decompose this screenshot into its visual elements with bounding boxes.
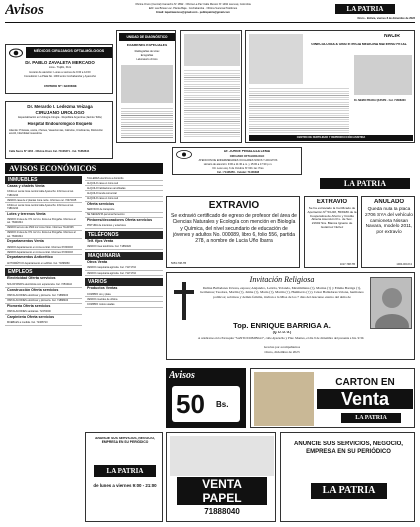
- urologist-details: Atiende: Próstata, uretra, riñones, Vasectomías, Cálculos, Urodinamia, Disfunción eréctil, Infertilidad masculina: [9, 129, 103, 136]
- venta-label: VENTA: [177, 477, 267, 491]
- subcategory-plomeria: Plomería Oferta servicios: [7, 303, 51, 308]
- anulado-ad: [361, 196, 415, 268]
- classified-ad: VENDO maquinaria agrícola. Cel. 71171710: [85, 266, 163, 271]
- classified-ad: CASA en venta zona central calle Ayacucho. Informes al cel. 71816244: [5, 203, 82, 211]
- extravio-small-title: EXTRAVÍO: [316, 199, 348, 205]
- fertility-banner: CENTRO DE FERTILIDAD Y REPRODUCCIÓN ASISTIDA: [249, 135, 413, 141]
- oftalmo-doctor: Dr. PABLO ZAVALETA MERCADO: [25, 60, 95, 65]
- oftalmo-hours: Horario de atención: Lunes a viernes de 9:30 a 12:00: [29, 71, 91, 74]
- avisos-price-promo: [166, 368, 246, 428]
- classified-ad: ALQUILO casa en zona sud: [85, 181, 163, 186]
- doctor-specialty: CIRUJANO OFTALMÓLOGO: [229, 155, 265, 158]
- extravio-ref: 5053-708-TB: [171, 262, 187, 265]
- classified-ad: ALQUILO habitaciones amobladas: [85, 186, 163, 191]
- category-empleos: EMPLEOS: [5, 268, 82, 276]
- price-value: 50: [176, 389, 205, 419]
- anulado-ref: 1000-000-8-3: [396, 263, 412, 266]
- price-tag: [172, 386, 240, 422]
- col2-oferta-servicios: Oferta servicios: [87, 201, 115, 206]
- nacir-brand: NACIR: [384, 34, 400, 39]
- gyneco-photo: [184, 34, 240, 66]
- col2-otros-venta: Otros Venta: [87, 259, 108, 264]
- extravio-small-ad: [304, 196, 358, 268]
- classified-ad: ALQUILO casa en zona sud: [85, 197, 163, 202]
- cross-icon: [172, 281, 196, 321]
- deceased-name: Top. ENRIQUE BARRIGA A.: [233, 322, 331, 330]
- papel-phone: 71888040: [204, 507, 240, 516]
- subcategory-carpinteria: Carpintería Oferta servicios: [7, 314, 55, 319]
- header-branch: Edif. Las Brisas Loc. Planta Baja · Cochabamba · Oficina Sucursal Teléfonos: [148, 7, 238, 10]
- subcategory-anticretico: Departamentos Anticrético: [7, 255, 53, 260]
- oftalmo-city: Lima - Trujillo, Perú: [48, 66, 72, 69]
- category-maquinaria: MAQUINARIA: [85, 252, 163, 260]
- carton-brand: [341, 413, 401, 423]
- classified-ad: PINTURA de interiores y exteriores: [85, 224, 163, 229]
- brand-logo-header: [335, 4, 395, 14]
- carton-text-1: CARTÓN EN: [335, 377, 395, 388]
- subcategory-lotes: Lotes y terrenos Venta: [7, 211, 46, 216]
- urologist-ad: [5, 101, 113, 159]
- lab-ad: [116, 30, 176, 143]
- invitacion-body: Delina Balladares Uriona, esposa; Alejandro, Leticia, Yolanda, Maximiliana (†), Marina (†) y Emma Barriga (†), hermanos; Teodora, Marlin (†), Jaime (†), María (†), Martín (†), Humberto (†) y César Balladares Uriona, hermanos políticos; sobrinos y demás familia, invitan a la Misa de los 7 días del descanso eterno del alma de: [200, 286, 364, 299]
- promo-right: [280, 432, 415, 522]
- brand-name: LA PATRIA: [343, 179, 387, 188]
- lab-line: EXAMENES ESPECIALES: [126, 44, 168, 47]
- subcategory-casas: Casas y chalets Venta: [7, 184, 45, 188]
- category-inmuebles: INMUEBLES: [5, 176, 82, 184]
- lab-line: Ecografías: [140, 54, 154, 57]
- urologist-hospital: Hospital Endourológico Esquelo: [27, 122, 93, 126]
- brand-name: LA PATRIA: [322, 485, 376, 496]
- subcategory-departamentos: Departamentos Venta: [7, 239, 44, 244]
- carton-text-2: Venta: [317, 389, 413, 409]
- lab-line: Laboratorio clínico: [136, 58, 158, 61]
- doctor-line: Dir. Leon esq. 6 de Octubre Nº 631 1er. Piso: [212, 167, 264, 170]
- subcategory-electricidad: Electricidad Oferta servicios: [7, 276, 56, 281]
- lab-line: Radiografías de tórax: [134, 50, 160, 53]
- anulado-text: Queda nula la placa 2706 SYA del vehículo camioneta Nissan Navara, modelo 2011, por extravío: [365, 207, 413, 235]
- classified-ad: VENDO departamento en zona central. Informes 67200003: [5, 250, 82, 255]
- fertility-contact: Dr. NEMO PRADA QUISPE · Cel. 71808330: [354, 99, 406, 102]
- col2-productos: Productos Ventas: [87, 286, 118, 291]
- classified-ad: INSTALACIONES eléctricas y plomería. Cel. 71888400: [5, 293, 82, 298]
- classified-ad: ANTICRÉTICO departamento en edificio. Cel. 71896660: [5, 261, 82, 266]
- brand-name: LA PATRIA: [106, 467, 144, 475]
- header-email: Email: lapatriaavisos@gmail.com · publicpatria@gmail.com: [156, 11, 230, 14]
- promo-text: ANUNCIE SUS SERVICIOS, NEGOCIO, EMPRESA EN SU PERIÓDICO: [95, 437, 155, 444]
- classified-ad: VENDO 2 lotes de 371 m2 c/u. Zona La Pongaña. Informes al cel. 78400344: [5, 231, 82, 239]
- classified-ad: INSTALACIONES sanitarias. 72470000: [5, 310, 82, 315]
- extravio-main-ad: [166, 196, 300, 268]
- papel-label: PAPEL: [177, 491, 267, 505]
- classified-ad: MUEBLES a medida. Cel. 72468710: [5, 321, 82, 326]
- extravio-small-text: Se ha extraviado la Certificado de Aportación Nº 5/1/28, 55/8180 de la Cooperativa de Ahorro y Crédito Abierta Asunción R.L. de Soc. 21602 Sra. Blanca Ignacio de Gutiérrez Nuñez: [307, 207, 357, 229]
- brand-name: LA PATRIA: [355, 415, 387, 421]
- invitacion-detail: A celebrarse en la Parroquia "SANTO DOMINGO", calle Ayacucho y Plaz. Montes, el día 9 de diciembre del presente a hrs. 9:30.: [197, 336, 365, 340]
- promo-brand: [311, 483, 387, 499]
- classified-ad: COMPRO oro y plata: [85, 292, 163, 297]
- extravio-small-ref: 1017-798-TB: [339, 263, 355, 266]
- lab-title: UNIDAD DE DIAGNÓSTICO: [119, 33, 175, 41]
- fertility-photo-2: [354, 55, 412, 95]
- lab-footer-text: [121, 107, 173, 139]
- eye-icon: [9, 48, 23, 58]
- price-unit: Bs.: [216, 400, 229, 409]
- classified-ad: VENDO terreno de 2500 m2 zona Vinto. Informes 71141545: [5, 226, 82, 231]
- classified-ad: SOLICITAMOS electricista con experiencia. Cel. 72534110: [5, 282, 82, 287]
- venta-papel-ad: [166, 432, 276, 522]
- promo-left: [85, 432, 163, 522]
- deceased-qddg: (Q. D. D. G.): [272, 331, 292, 334]
- classified-ad: INSTALACIONES eléctricas y plomería. Cel. 71888400: [5, 299, 82, 304]
- classified-ad: COMPRO motos usadas: [85, 302, 163, 307]
- brand-name: LA PATRIA: [346, 5, 384, 13]
- invitacion-ad: [166, 272, 415, 360]
- invitacion-title: Invitación Religiosa: [249, 275, 315, 284]
- avisos-promo-label: Avisos: [169, 370, 195, 381]
- extravio-text: Se extravió certificado de egreso de profesor del área de Ciencias Naturales y Ecología con mención en Biología y Química, del nivel secundario de educación de jóvenes y adultos No. 000089, libro 6, folio 556, partida 278, a nombre de Lucia Uño Ibarra: [171, 213, 297, 244]
- ophthalmologist-ad: [5, 44, 113, 94]
- col2-telf-fijos: Telf. fijos Venta: [87, 238, 114, 243]
- urologist-subtitle: Especialización en Urología Cirugía · República Argentina (Jacinto Tolfa): [18, 116, 102, 119]
- promo-brand: [94, 465, 156, 477]
- gyneco-ad: [180, 30, 242, 143]
- fertility-title: GINECOLOGÍA & OBSTETRICIA MEDICINA MATERNO FETAL: [311, 43, 407, 46]
- fertility-text-block: [249, 87, 349, 133]
- classified-ad: CASA en venta zona central calle Ayacucho. Informes al cel. 71816244: [5, 190, 82, 198]
- oftalmo-consult: Consultorio: La Plata No. 1000 entre Cochabamba y Ayacucho: [23, 75, 97, 78]
- carton-photo: [254, 372, 314, 426]
- classified-ad: VENDO departamento en zona central. Informes 67200003: [5, 245, 82, 250]
- header-offices: Oficina Oruro (Central) Camacho Nº 1892 · Oficina La Paz Calle Mexico Nº 1492 casi esq. Colombia: [135, 3, 251, 6]
- urologist-address: Calle Sucre Nº 1204 · Oficina Oruro Cel. 74106271 · Cel. 71863644: [9, 150, 90, 153]
- header: [5, 3, 415, 23]
- gyneco-text-block: [184, 69, 240, 139]
- urologist-doctor: Dr. Merardo I. Ledezma Veizaga: [27, 104, 93, 109]
- classified-ad: TALLERES eléctricos a domicilio: [85, 176, 163, 181]
- promo-text: ANUNCIE SUS SERVICIOS, NEGOCIO, EMPRESA EN SU PERIÓDICO: [294, 441, 403, 455]
- eye-doctor-ad: [172, 147, 302, 175]
- paper-stack-photo: [170, 436, 274, 476]
- oftalmo-phone: Telefono Nº: 5250658: [43, 85, 77, 88]
- economicos-title-bar: [5, 163, 163, 174]
- doctor-phone: Cel.: 71436350 · Celular: 71436398: [216, 171, 260, 174]
- eye-icon: [176, 150, 192, 159]
- doctor-line: Horario de atención: 9:00 a 11:30 a.m. y 15:00 a 17:30 p.m.: [203, 163, 273, 166]
- category-varios: VARIOS: [85, 278, 163, 286]
- classified-ad: ALQUILO tienda comercial: [85, 191, 163, 196]
- promo-hours: de lunes a viernes 9:00 - 21:00: [93, 483, 157, 488]
- header-rule: [5, 22, 415, 23]
- classifieds-col-1: [5, 176, 82, 522]
- avisos-logo: Avisos: [5, 3, 44, 18]
- fertility-ad: [245, 30, 415, 143]
- classifieds-col-2: [85, 176, 163, 390]
- fertility-photo-1: [249, 34, 303, 84]
- doctor-line: ATENCIÓN DE ENFERMEDADES OCULARES NIÑOS Y ADULTOS: [198, 159, 278, 162]
- invitacion-thanks: Gracias por acompañarnos: [263, 346, 301, 349]
- invitacion-place: Oruro, diciembre de 2023: [264, 351, 300, 354]
- classified-ad: SERVICIO de transporte: [85, 208, 163, 213]
- classified-ad: VENDO casa de 2 plantas zona norte. Informes cel. 72472045: [5, 198, 82, 203]
- classified-ad: SE NECESITA personal femenino: [85, 213, 163, 218]
- classified-ad: VENDO muebles de oficina: [85, 297, 163, 302]
- doctor-name: Dr. JORGE PEÑALOZA LEMA: [223, 150, 271, 153]
- classified-ad: VENDO 2 lotes de 371 m2 c/u. Zona La Pongaña. Informes al cel. 78400344: [5, 218, 82, 226]
- anulado-title: ANULADO: [374, 199, 404, 205]
- carton-venta-ad: [250, 368, 415, 428]
- category-telefonos: TELÉFONOS: [85, 231, 163, 239]
- extravio-title: EXTRAVÍO: [208, 200, 260, 211]
- lab-photo: [121, 65, 173, 103]
- economicos-title: AVISOS ECONÓMICOS: [9, 164, 97, 173]
- subcategory-construccion: Construcción Oferta servicios: [7, 287, 59, 292]
- classified-ad: VENDO línea telefónica. Cel. 71860020: [85, 245, 163, 250]
- brand-logo-mid: [320, 178, 410, 189]
- urologist-title: CIRUJANO UROLOGO: [35, 110, 85, 115]
- classified-ad: VENDO maquinaria agrícola. Cel. 71171710: [85, 271, 163, 276]
- oftalmo-banner: MÉDICOS CIRUJANOS OFTALMÓLOGOS: [26, 47, 112, 58]
- col2-pintores: Pintores/decoradores Oferta servicios: [87, 217, 153, 222]
- deceased-photo: [370, 277, 412, 329]
- header-date: Oruro - Bolivia, viernes 8 de diciembre de 2023: [357, 17, 415, 20]
